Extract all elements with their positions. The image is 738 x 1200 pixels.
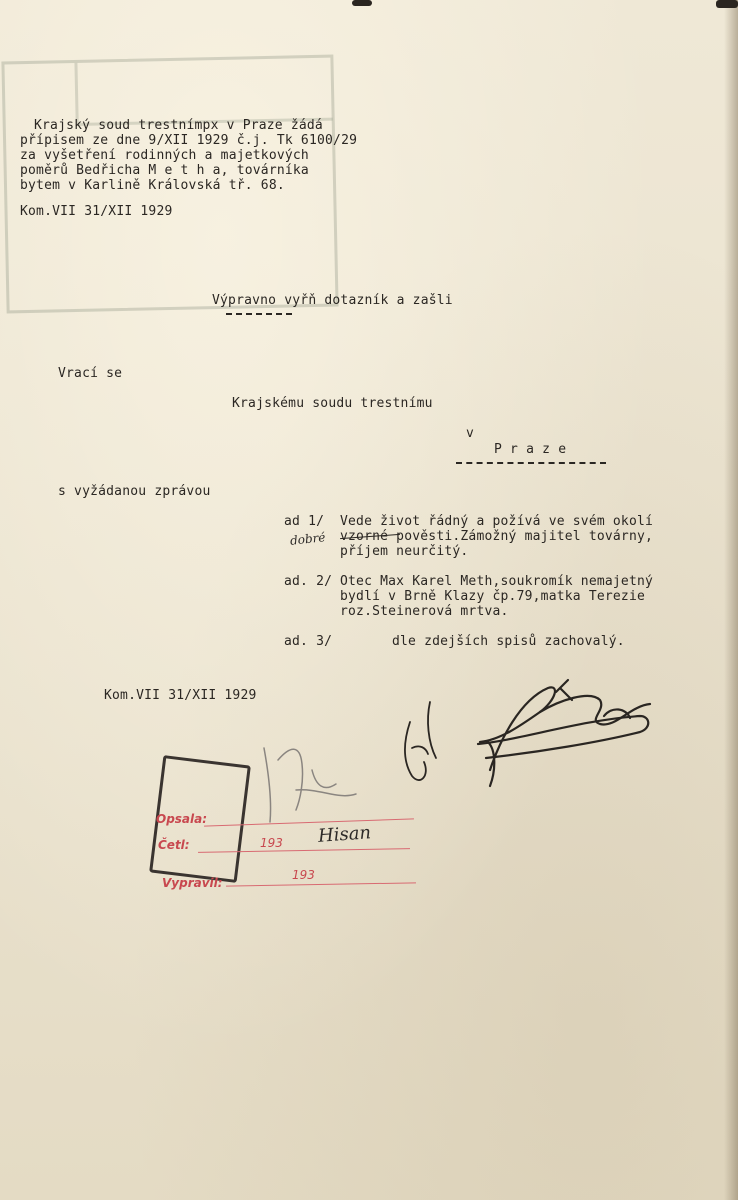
request-line-3: za vyšetření rodinných a majetkových (20, 148, 309, 163)
stamp-read-rule (198, 848, 410, 853)
instruction-line: Výpravno vyřň dotazník a zašli (212, 293, 453, 308)
item-1-line-2: vzorné pověsti.Zámožný majitel továrny, (340, 529, 654, 544)
item-2-line-3: roz.Steinerová mrtva. (340, 604, 509, 619)
reference-bottom: Kom.VII 31/XII 1929 (104, 688, 257, 703)
stamp-copied-rule (204, 818, 414, 826)
item-1-label: ad 1/ (284, 514, 325, 529)
stamp-sent-rule (226, 882, 416, 886)
signature-main (478, 680, 650, 786)
with-report-line: s vyžádanou zprávou (58, 484, 211, 499)
item-2-label: ad. 2/ (284, 574, 333, 589)
item-2-line-1: Otec Max Karel Meth,soukromík nemajetný (340, 574, 654, 589)
stamp-read-label: Četl: (158, 838, 190, 852)
request-line-5: bytem v Karlině Královská tř. 68. (20, 178, 285, 193)
item-3-line-1: dle zdejších spisů zachovalý. (392, 634, 625, 649)
addressee-city: P r a z e (494, 442, 567, 457)
stamp-read-value: 193 (260, 836, 283, 850)
stamp-read-signature: Hisan (317, 822, 372, 847)
request-line-2: přípisem ze dne 9/XII 1929 č.j. Tk 6100/29 (20, 133, 358, 148)
request-line-1: Krajský soud trestnímpx v Praze žádá (34, 118, 323, 133)
red-processing-stamp (150, 752, 420, 902)
handwritten-correction: dobré (289, 530, 327, 548)
addressee-v: v (466, 426, 475, 441)
stamp-copied-label: Opsala: (156, 812, 208, 826)
stamp-sent-value: 193 (292, 868, 315, 882)
returns-line: Vrací se (58, 366, 123, 381)
addressee-court: Krajskému soudu trestnímu (232, 396, 433, 411)
reference-top: Kom.VII 31/XII 1929 (20, 204, 173, 219)
item-1-line-3: příjem neurčitý. (340, 544, 469, 559)
request-line-4: poměrů Bedřicha M e t h a, továrníka (20, 163, 309, 178)
item-3-label: ad. 3/ (284, 634, 333, 649)
stamp-sent-label: Vypravil: (162, 876, 223, 890)
item-1-line-1: Vede život řádný a požívá ve svém okolí (340, 514, 654, 529)
item-2-line-2: bydlí v Brně Klazy čp.79,matka Terezie (340, 589, 646, 604)
